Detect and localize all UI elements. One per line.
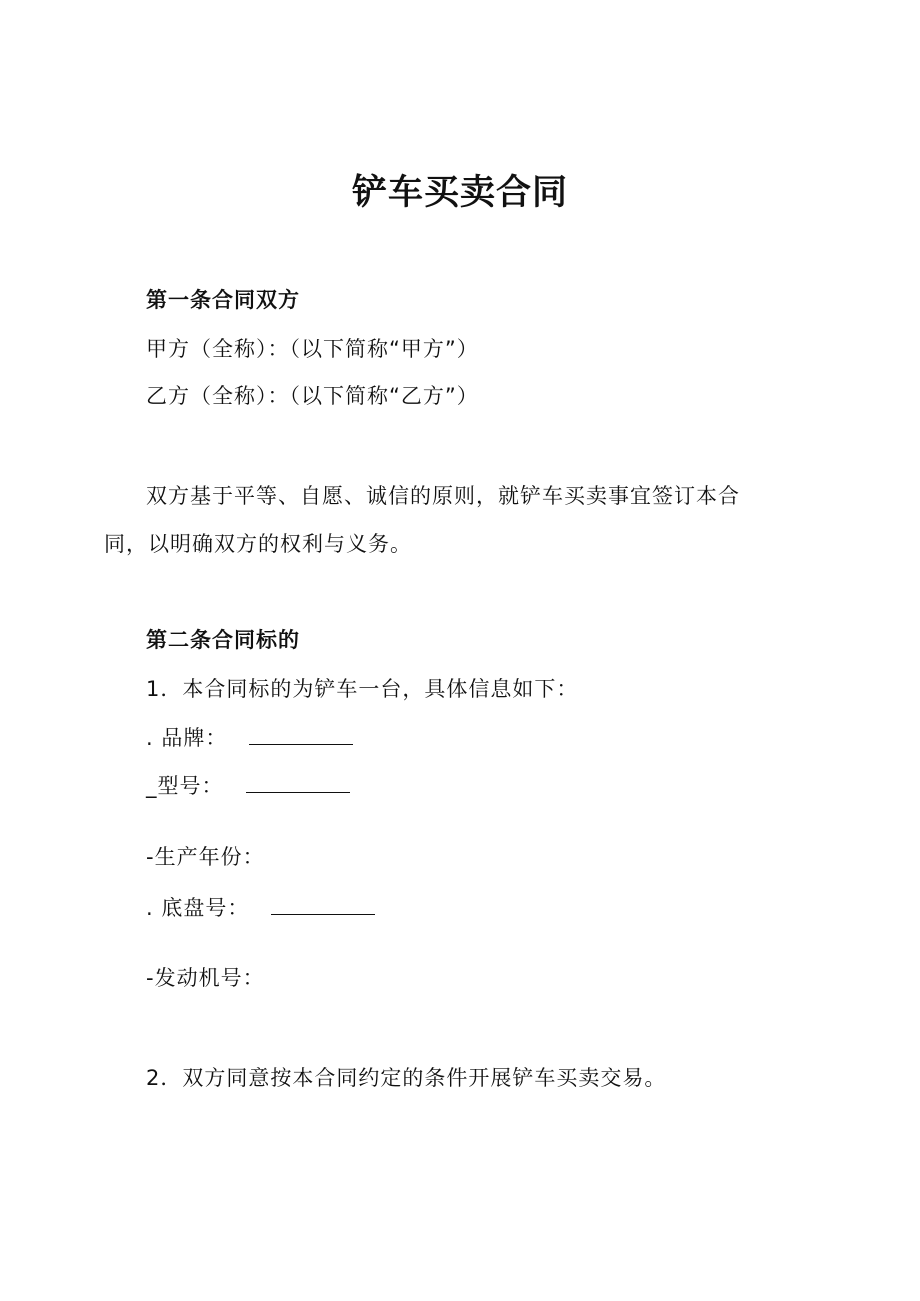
model-blank (246, 774, 350, 793)
chassis-field (146, 894, 375, 922)
party-a-line: 甲方（全称）：（以下简称“甲方”） (146, 337, 479, 361)
model-label: _型号： (146, 774, 224, 798)
party-b-line: 乙方（全称）：（以下简称“乙方”） (146, 384, 479, 408)
intro-line-2: 同，以明确双方的权利与义务。 (104, 532, 412, 556)
model-field (146, 772, 350, 800)
item1-line: 1．本合同标的为铲车一台，具体信息如下： (146, 677, 579, 701)
brand-blank (249, 726, 353, 745)
chassis-blank (271, 896, 375, 915)
engine-label: -发动机号： (146, 966, 265, 990)
article2-heading: 第二条合同标的 (146, 628, 300, 652)
document-title: 铲车买卖合同 (351, 173, 568, 213)
article1-heading: 第一条合同双方 (146, 288, 300, 312)
year-label: -生产年份： (146, 845, 265, 869)
intro-line-1: 双方基于平等、自愿、诚信的原则，就铲车买卖事宜签订本合 (146, 484, 740, 508)
item2-line: 2．双方同意按本合同约定的条件开展铲车买卖交易。 (146, 1066, 667, 1090)
chassis-label: . 底盘号： (146, 896, 250, 920)
year-field (146, 843, 265, 871)
engine-field (146, 964, 265, 992)
brand-field (146, 724, 353, 752)
brand-label: . 品牌： (146, 726, 228, 750)
